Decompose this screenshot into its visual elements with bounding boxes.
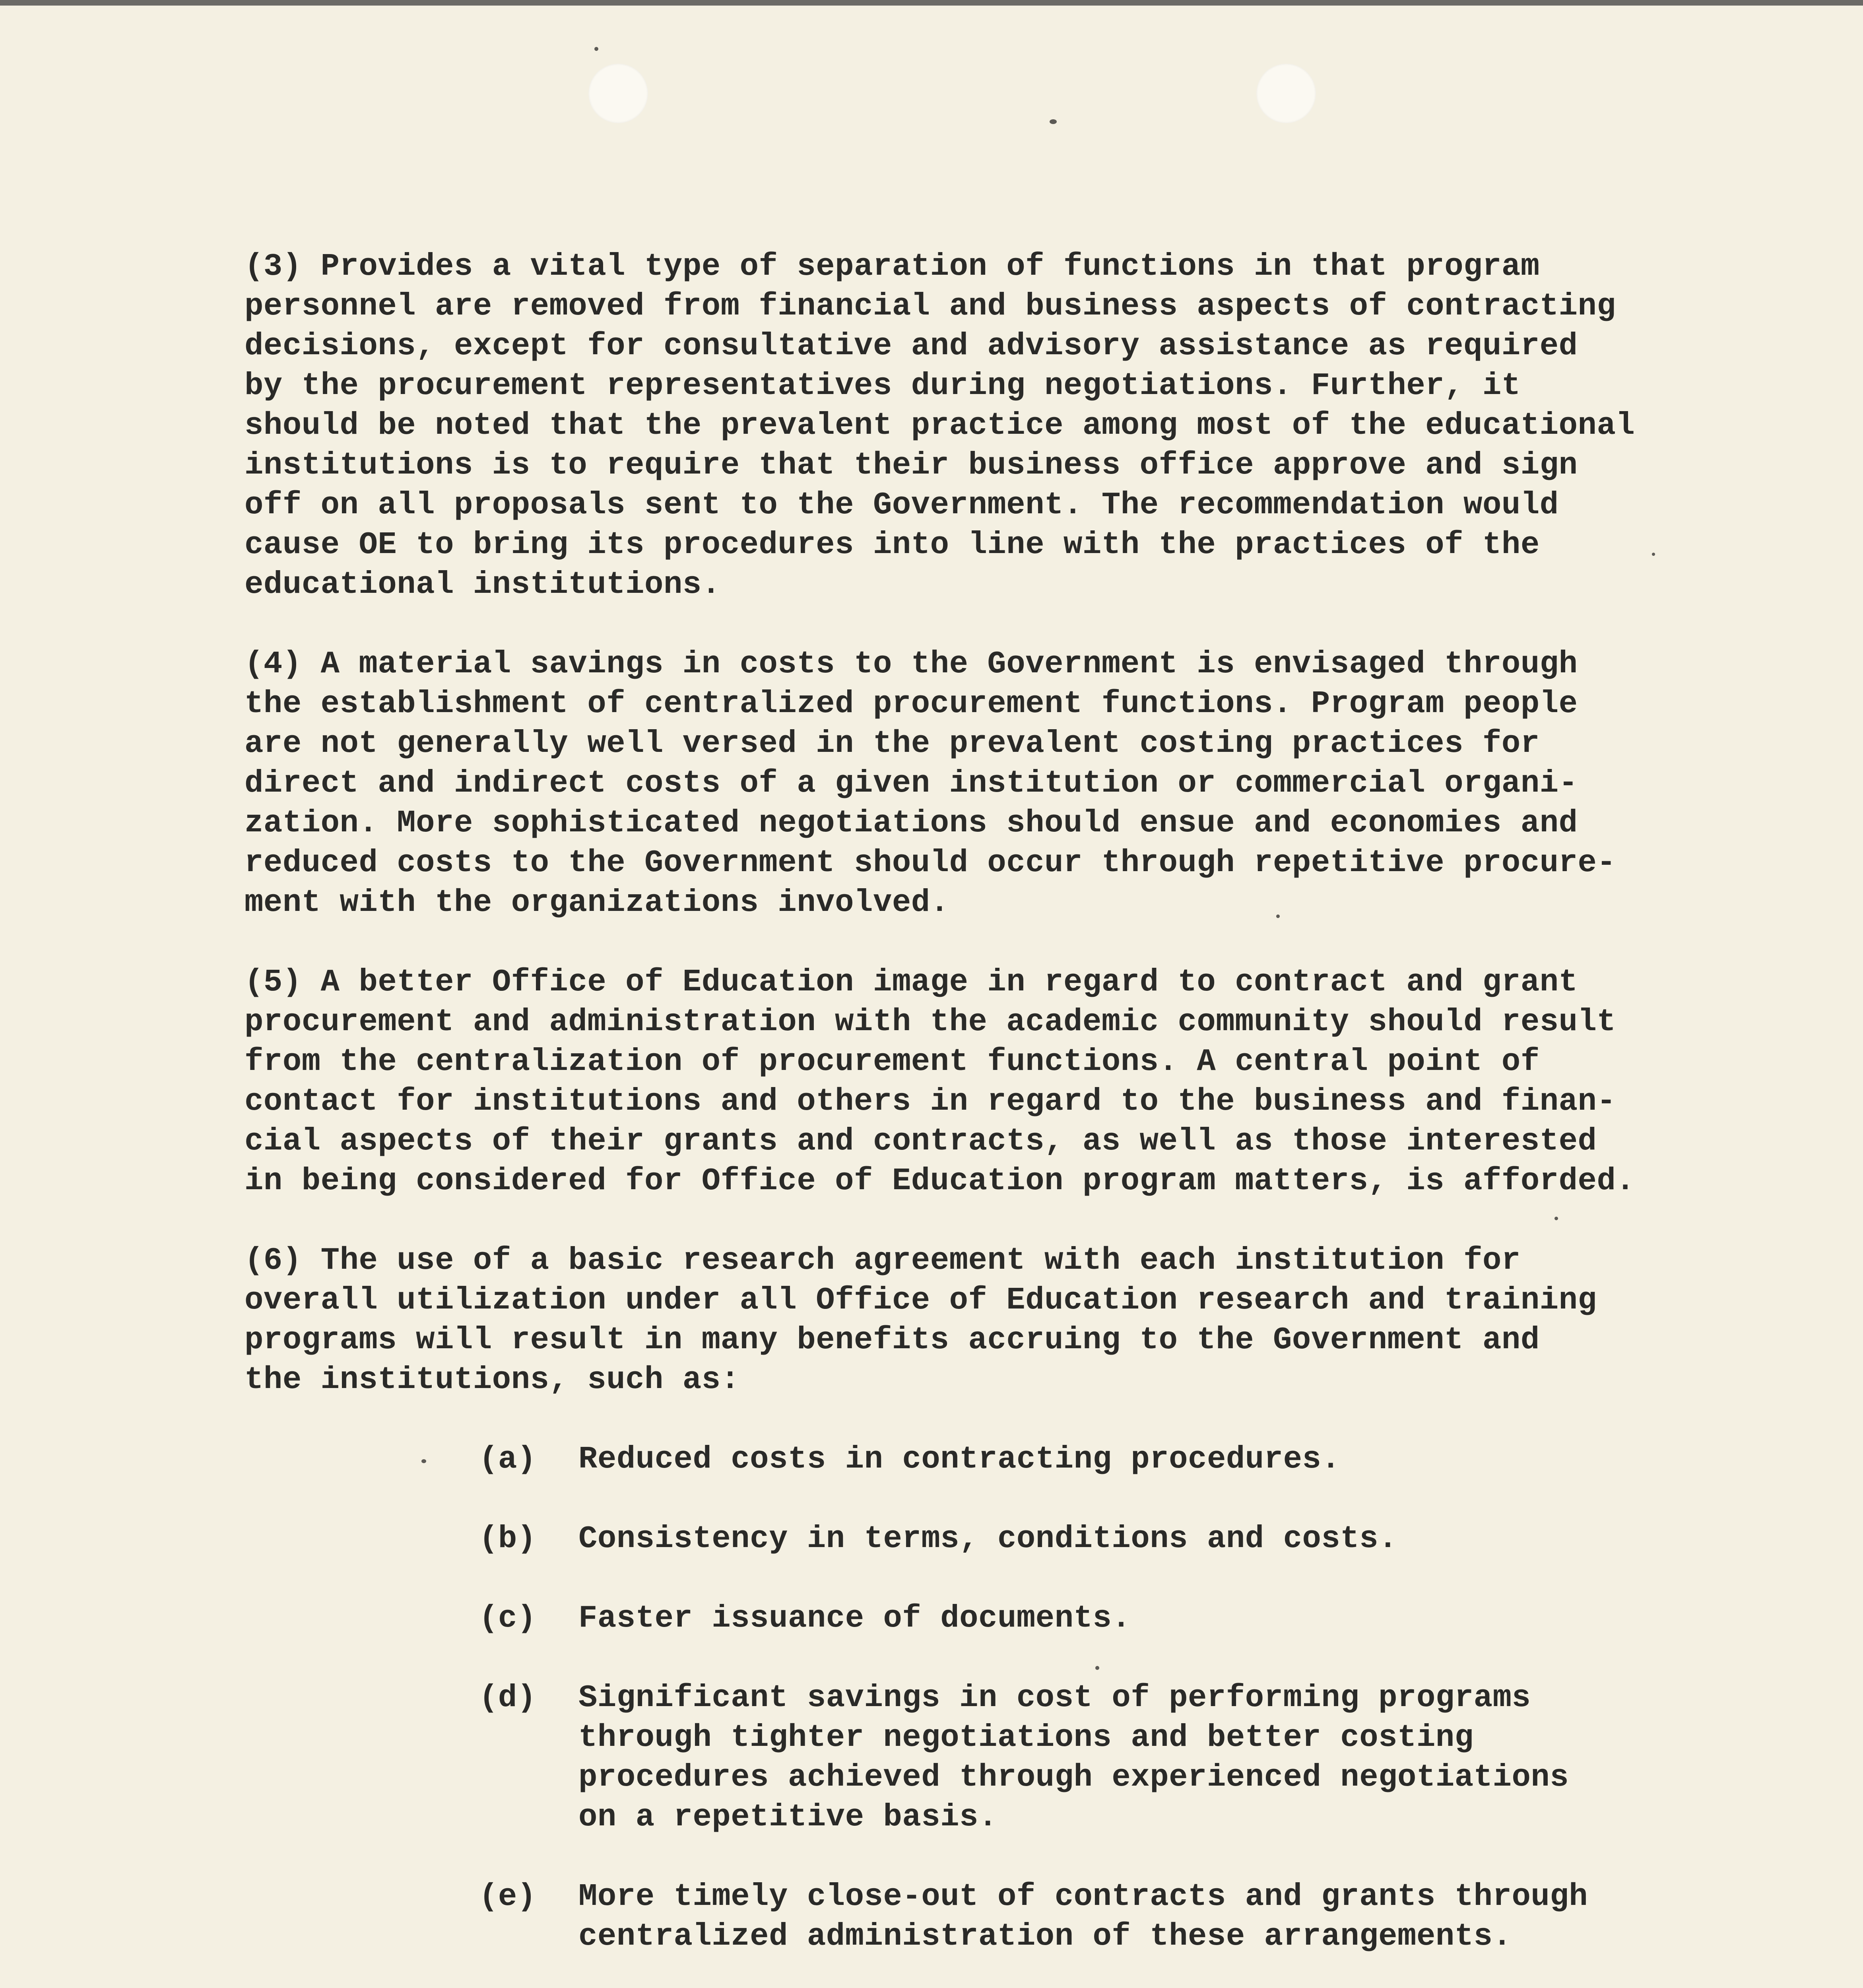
paragraph-6 (245, 1241, 1747, 1400)
paragraph-text: A material savings in costs to the Government is envisaged through the establishment of centralized procurement functions. Program people are not generally well versed in the prevalent costing practices for direct and indirect costs of a given institution or commercial organi- zation. More sophisticated negotiations should ensue and economies and reduced costs to the Government should occur through repetitive procure- ment with the organizations involved. (245, 646, 1616, 920)
paragraph-number: (6) (245, 1242, 302, 1278)
list-item-label: (a) (479, 1441, 536, 1477)
scan-speck (594, 47, 598, 51)
page-top-edge (0, 0, 1863, 6)
paragraph-number: (4) (245, 646, 302, 682)
list-item-text: More timely close-out of contracts and grants through centralized administration of these arrangements. (578, 1879, 1588, 1954)
list-item-text: Reduced costs in contracting procedures. (578, 1441, 1341, 1477)
list-item-text: Significant savings in cost of performing programs through tighter negotiations and better costing procedures achieved through experienced negotiations on a repetitive basis. (578, 1680, 1569, 1835)
list-item-text: Faster issuance of documents. (578, 1600, 1131, 1636)
paragraph-3 (245, 247, 1747, 604)
list-item-label: (e) (479, 1879, 536, 1914)
paragraph-5 (245, 962, 1747, 1201)
list-item (479, 1519, 1747, 1559)
paragraph-text: The use of a basic research agreement with each institution for overall utilization under all Office of Education research and training programs will result in many benefits accruing to the Government and the institutions, such as: (245, 1242, 1597, 1398)
paragraph-text: A better Office of Education image in regard to contract and grant procurement and administration with the academic community should result from the centralization of procurement functions. A central point of contact for institutions and others in regard to the business and finan- cial aspects of their grants and contracts, as well as those interested in being considered for Office of Education program matters, is afforded. (245, 964, 1635, 1199)
list-item-label: (b) (479, 1521, 536, 1557)
scan-speck (1050, 119, 1057, 124)
list-item (479, 1678, 1747, 1837)
paragraph-4 (245, 644, 1747, 922)
list-item-label: (c) (479, 1600, 536, 1636)
list-item (479, 1877, 1747, 1956)
list-item (479, 1439, 1747, 1479)
punch-hole-left (588, 64, 648, 123)
paragraph-number: (3) (245, 248, 302, 284)
list-item-text: Consistency in terms, conditions and costs. (578, 1521, 1398, 1557)
paragraph-text: Provides a vital type of separation of functions in that program personnel are removed from financial and business aspects of contracting decisions, except for consultative and advisory assistance as required by the procurement representatives during negotiations. Further, it should be noted that the prevalent practice among most of the educational institutions is to require that their business office approve and sign off on all proposals sent to the Government. The recommendation would cause OE to bring its procedures into line with the practices of the educational institutions. (245, 248, 1635, 602)
paragraph-number: (5) (245, 964, 302, 1000)
benefits-list (245, 1439, 1747, 1956)
punch-hole-right (1256, 64, 1316, 123)
list-item (479, 1598, 1747, 1638)
list-item-label: (d) (479, 1680, 536, 1716)
document-body (245, 247, 1747, 1988)
